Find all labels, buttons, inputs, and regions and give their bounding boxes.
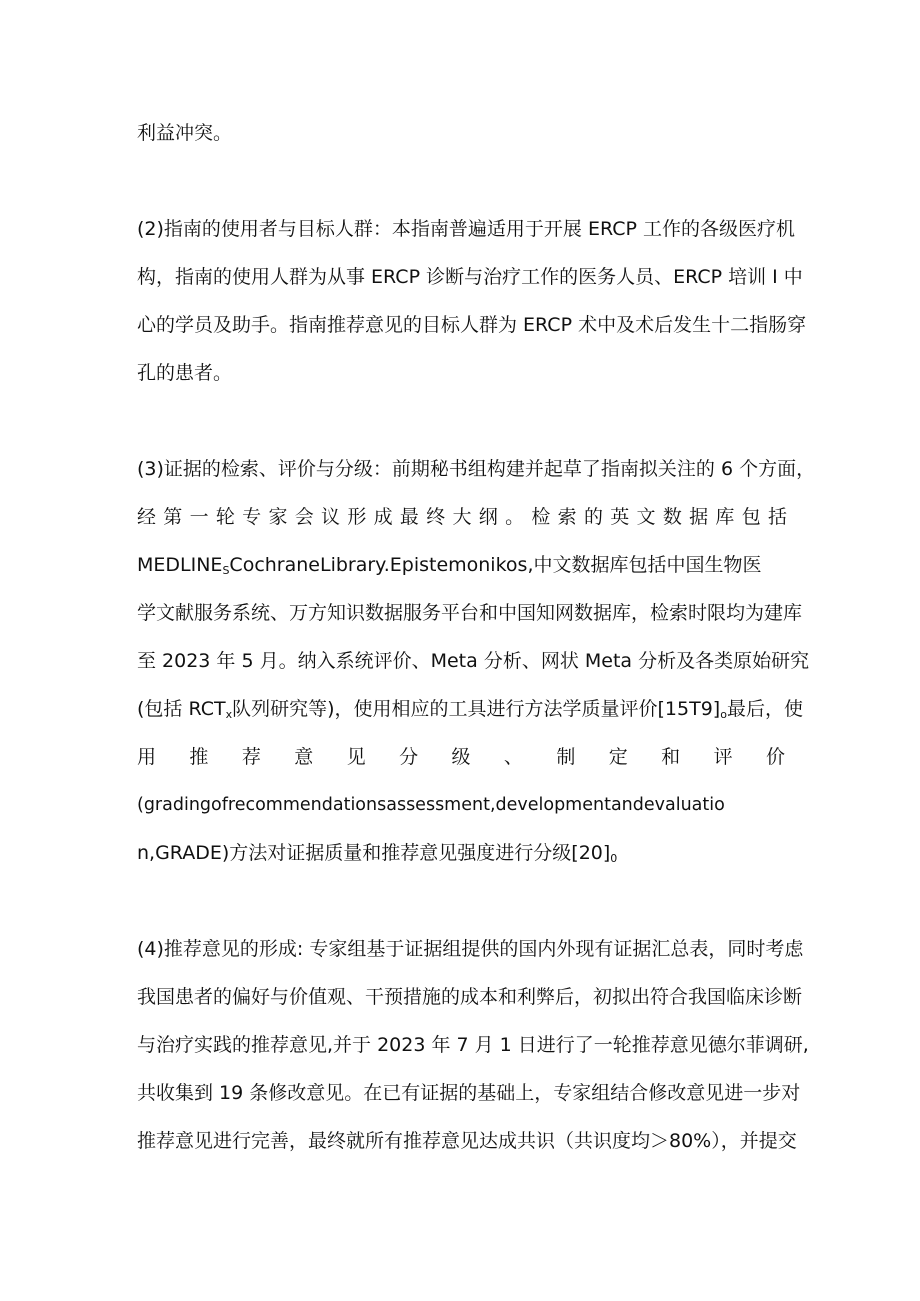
section2-line-2: 构，指南的使用人群为从事 ERCP 诊断与治疗工作的医务人员、ERCP 培训 I 中 <box>137 266 803 288</box>
section3-line-6-part-b: 队列研究等)，使用相应的工具进行方法学质量评价[15T9] <box>232 698 721 720</box>
section2-line-4: 孔的患者。 <box>137 362 233 384</box>
section3-line-3-subscript: S <box>222 564 230 577</box>
section3-line-4: 学文献服务系统、万方知识数据服务平台和中国知网数据库，检索时限均为建库 <box>137 602 803 624</box>
section3-line-6-part-c: 最后，使 <box>726 698 803 720</box>
section3-line-8: (gradingofrecommendationsassessment,developmentandevaluatio <box>137 795 725 815</box>
section3-line-6 <box>137 697 803 727</box>
section3-line-9-part-a: n,GRADE)方法对证据质量和推荐意见强度进行分级[20] <box>137 842 611 864</box>
section2-line-1: (2)指南的使用者与目标人群：本指南普遍适用于开展 ERCP 工作的各级医疗机 <box>137 218 795 240</box>
paragraph-tail-conflict-of-interest: 利益冲突。 <box>137 122 233 144</box>
section3-line-6-part-a: (包括 RCT <box>137 698 226 720</box>
section3-line-9 <box>137 841 787 871</box>
section3-line-5: 至 2023 年 5 月。纳入系统评价、Meta 分析、网状 Meta 分析及各类原始研究 <box>137 650 810 672</box>
section4-line-1: (4)推荐意见的形成: 专家组基于证据组提供的国内外现有证据汇总表，同时考虑 <box>137 938 804 960</box>
section4-line-2: 我国患者的偏好与价值观、干预措施的成本和利弊后，初拟出符合我国临床诊断 <box>137 986 803 1008</box>
section4-line-3: 与治疗实践的推荐意见,并于 2023 年 7 月 1 日进行了一轮推荐意见德尔菲调研, <box>137 1034 809 1056</box>
section4-line-4: 共收集到 19 条修改意见。在已有证据的基础上，专家组结合修改意见进一步对 <box>137 1082 801 1104</box>
section3-line-6-subscript: x <box>225 708 233 721</box>
section3-line-6-subscript-2: o <box>720 708 727 721</box>
section3-line-3 <box>137 553 787 583</box>
section4-line-5: 推荐意见进行完善，最终就所有推荐意见达成共识（共识度均＞80%），并提交 <box>137 1130 797 1152</box>
section3-line-3-part-a: MEDLINE <box>137 554 223 576</box>
section3-line-2: 经第一轮专家会议形成最终大纲。检索的英文数据库包括 <box>137 506 787 528</box>
section3-line-1: (3)证据的检索、评价与分级：前期秘书组构建并起草了指南拟关注的 6 个方面， <box>137 458 816 480</box>
section2-line-3: 心的学员及助手。指南推荐意见的目标人群为 ERCP 术中及术后发生十二指肠穿 <box>137 314 807 336</box>
section3-line-7: 用推荐意见分级、制定和评价 <box>137 746 787 768</box>
section3-line-9-subscript: 0 <box>610 852 618 865</box>
section3-line-3-part-b: CochraneLibrary.Epistemonikos,中文数据库包括中国生物医 <box>229 554 762 576</box>
